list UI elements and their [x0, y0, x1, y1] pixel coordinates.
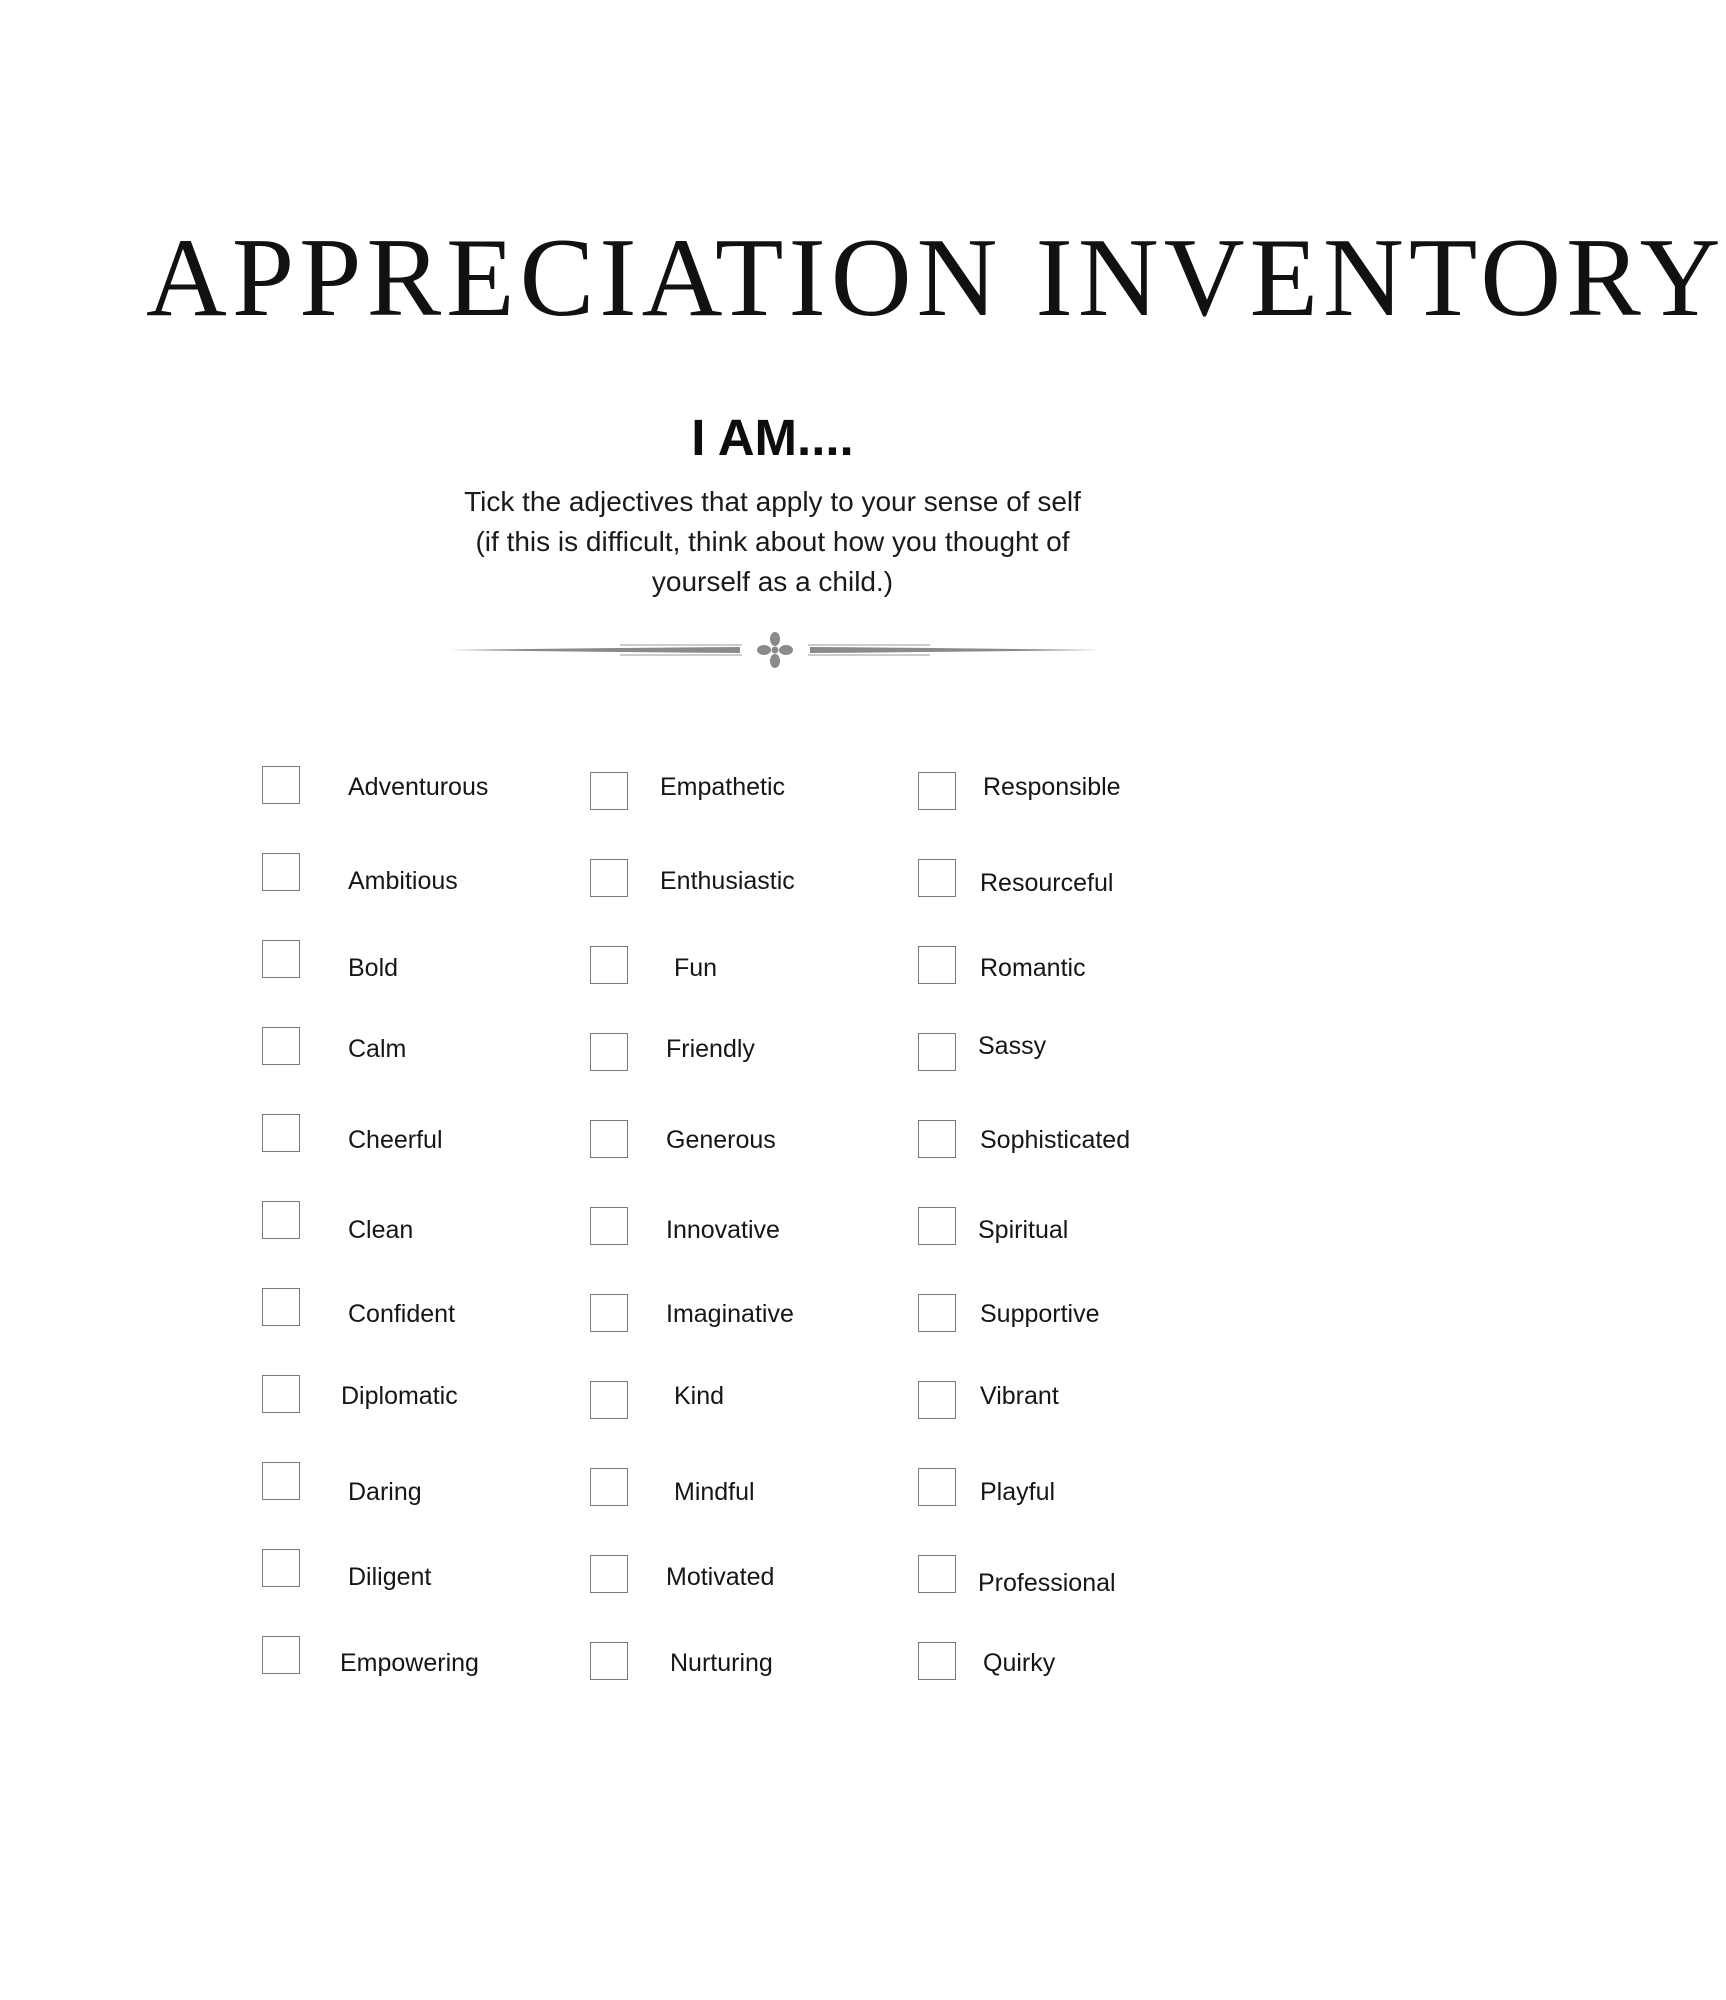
list-item[interactable] — [262, 1636, 582, 1680]
instruction-line: (if this is difficult, think about how you thought of — [475, 526, 1070, 557]
page-title: APPRECIATION INVENTORY — [146, 216, 1726, 340]
adjective-label: Sassy — [978, 1032, 1047, 1060]
instruction-line: Tick the adjectives that apply to your sense of self — [464, 486, 1081, 517]
checkbox[interactable] — [918, 1468, 956, 1506]
adjective-label: Motivated — [666, 1563, 775, 1591]
list-item[interactable] — [590, 1468, 910, 1512]
adjective-label: Enthusiastic — [660, 867, 795, 895]
checkbox[interactable] — [590, 1294, 628, 1332]
adjective-label: Clean — [348, 1216, 414, 1244]
checkbox[interactable] — [590, 772, 628, 810]
divider-right-line — [810, 647, 1100, 653]
adjective-label: Ambitious — [348, 867, 458, 895]
adjective-label: Diligent — [348, 1563, 432, 1591]
adjective-label: Daring — [348, 1478, 422, 1506]
list-item[interactable] — [918, 859, 1238, 903]
list-item[interactable] — [918, 1120, 1238, 1164]
checkbox[interactable] — [918, 859, 956, 897]
list-item[interactable] — [262, 1288, 582, 1332]
list-item[interactable] — [590, 1207, 910, 1251]
checkbox[interactable] — [918, 1642, 956, 1680]
adjective-label: Diplomatic — [341, 1382, 458, 1410]
checkbox[interactable] — [262, 766, 300, 804]
adjective-label: Innovative — [666, 1216, 780, 1244]
adjective-label: Confident — [348, 1300, 456, 1328]
adjective-label: Fun — [674, 954, 718, 982]
list-item[interactable] — [262, 940, 582, 984]
checkbox[interactable] — [590, 1468, 628, 1506]
list-item[interactable] — [918, 1207, 1238, 1251]
checkbox[interactable] — [918, 1294, 956, 1332]
adjective-label: Playful — [980, 1478, 1056, 1506]
adjective-label: Responsible — [983, 773, 1121, 801]
adjective-label: Romantic — [980, 954, 1086, 982]
adjective-label: Sophisticated — [980, 1126, 1131, 1154]
adjective-label: Mindful — [674, 1478, 755, 1506]
list-item[interactable] — [918, 1642, 1238, 1686]
checkbox[interactable] — [262, 1375, 300, 1413]
adjective-label: Friendly — [666, 1035, 755, 1063]
list-item[interactable] — [918, 772, 1238, 816]
adjective-label: Empathetic — [660, 773, 786, 801]
ornament-cross-icon — [757, 632, 793, 668]
checkbox[interactable] — [262, 1549, 300, 1587]
list-item[interactable] — [918, 1294, 1238, 1338]
checkbox[interactable] — [918, 772, 956, 810]
adjective-label: Supportive — [980, 1300, 1100, 1328]
checkbox[interactable] — [262, 1114, 300, 1152]
checkbox[interactable] — [590, 946, 628, 984]
adjective-label: Calm — [348, 1035, 407, 1063]
adjective-label: Kind — [674, 1382, 725, 1410]
checkbox[interactable] — [262, 853, 300, 891]
checkbox[interactable] — [262, 1201, 300, 1239]
list-item[interactable] — [590, 1294, 910, 1338]
checkbox[interactable] — [262, 940, 300, 978]
adjective-label: Resourceful — [980, 869, 1114, 897]
checkbox[interactable] — [590, 1207, 628, 1245]
checkbox[interactable] — [262, 1288, 300, 1326]
checkbox[interactable] — [262, 1027, 300, 1065]
checkbox[interactable] — [918, 1555, 956, 1593]
checkbox[interactable] — [590, 1381, 628, 1419]
list-item[interactable] — [590, 1642, 910, 1686]
adjective-label: Professional — [978, 1569, 1116, 1597]
adjective-label: Imaginative — [666, 1300, 794, 1328]
checkbox[interactable] — [918, 1207, 956, 1245]
list-item[interactable] — [262, 1549, 582, 1593]
list-item[interactable] — [262, 1462, 582, 1506]
adjective-label: Empowering — [340, 1649, 479, 1677]
adjective-label: Generous — [666, 1126, 776, 1154]
list-item[interactable] — [590, 772, 910, 816]
checkbox[interactable] — [590, 859, 628, 897]
divider-left-line — [450, 647, 740, 653]
list-item[interactable] — [918, 946, 1238, 990]
list-item[interactable] — [262, 1375, 582, 1419]
list-item[interactable] — [918, 1468, 1238, 1512]
checkbox[interactable] — [590, 1555, 628, 1593]
ornamental-divider — [450, 630, 1100, 670]
section-heading: I AM.... — [691, 409, 854, 466]
checkbox[interactable] — [262, 1636, 300, 1674]
instructions — [0, 482, 1545, 602]
checkbox[interactable] — [918, 1033, 956, 1071]
checkbox[interactable] — [590, 1033, 628, 1071]
list-item[interactable] — [590, 859, 910, 903]
adjective-label: Adventurous — [348, 773, 489, 801]
list-item[interactable] — [590, 1120, 910, 1164]
list-item[interactable] — [262, 1201, 582, 1245]
checkbox[interactable] — [918, 946, 956, 984]
adjective-label: Vibrant — [980, 1382, 1059, 1410]
adjective-label: Nurturing — [670, 1649, 773, 1677]
adjective-label: Spiritual — [978, 1216, 1069, 1244]
list-item[interactable] — [262, 1027, 582, 1071]
checkbox[interactable] — [590, 1120, 628, 1158]
checkbox[interactable] — [262, 1462, 300, 1500]
checkbox[interactable] — [918, 1381, 956, 1419]
checkbox[interactable] — [918, 1120, 956, 1158]
instruction-line: yourself as a child.) — [651, 566, 894, 597]
list-item[interactable] — [590, 1033, 910, 1077]
list-item[interactable] — [918, 1033, 1238, 1077]
list-item[interactable] — [262, 853, 582, 897]
list-item[interactable] — [918, 1381, 1238, 1425]
adjective-label: Bold — [348, 954, 399, 982]
list-item[interactable] — [590, 1555, 910, 1599]
list-item[interactable] — [590, 1381, 910, 1425]
list-item[interactable] — [262, 766, 582, 810]
list-item[interactable] — [590, 946, 910, 990]
checkbox[interactable] — [590, 1642, 628, 1680]
list-item[interactable] — [918, 1555, 1238, 1599]
list-item[interactable] — [262, 1114, 582, 1158]
adjective-label: Quirky — [983, 1649, 1056, 1677]
adjective-label: Cheerful — [348, 1126, 443, 1154]
